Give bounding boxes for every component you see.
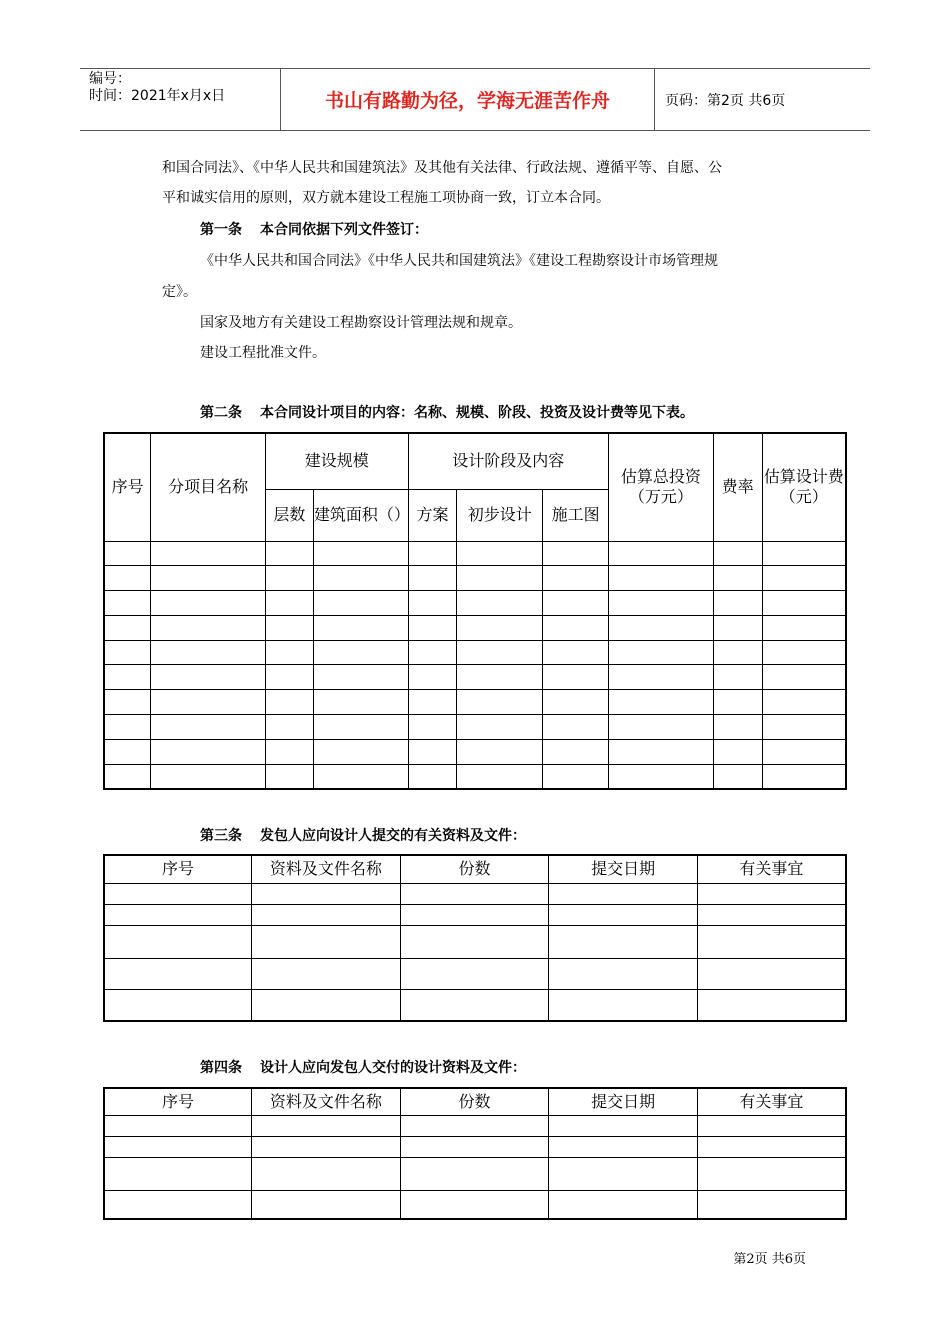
t2-header-copies: 份数	[400, 855, 549, 883]
header-meta	[80, 69, 281, 130]
table-row	[104, 566, 846, 591]
article-3-heading	[200, 826, 526, 846]
header-stage: 设计阶段及内容	[408, 433, 608, 489]
table-row	[104, 665, 846, 690]
article-3-number: 第三条	[200, 828, 242, 844]
table-row	[104, 591, 846, 616]
table-row	[104, 715, 846, 740]
t3-header-copies: 份数	[400, 1088, 549, 1115]
intro-line-2: 平和诚实信用的原则，双方就本建设工程施工项协商一致，订立本合同。	[162, 190, 610, 206]
table-row	[104, 541, 846, 566]
header-rate: 费率	[713, 433, 762, 541]
t2-header-seq: 序号	[104, 855, 252, 883]
article-1-item-1b: 定》。	[162, 284, 197, 300]
header-floors: 层数	[265, 489, 313, 541]
table-row	[104, 1190, 846, 1219]
article-1-item-1a: 《中华人民共和国合同法》《中华人民共和国建筑法》《建设工程勘察设计市场管理规	[200, 253, 718, 269]
document-code: 编号：	[89, 71, 131, 87]
page-header	[80, 68, 870, 131]
header-fee: 估算设计费（元）	[762, 433, 846, 541]
article-1-number: 第一条	[200, 222, 242, 238]
article-4-number: 第四条	[200, 1060, 242, 1076]
submit-documents-table	[103, 854, 847, 1022]
table-row	[104, 958, 846, 989]
article-1-item-2: 国家及地方有关建设工程勘察设计管理法规和规章。	[200, 315, 522, 331]
article-4-heading	[200, 1058, 526, 1078]
table-row	[104, 925, 846, 958]
table-row	[104, 989, 846, 1021]
article-1-heading	[200, 220, 428, 240]
header-construct: 施工图	[543, 489, 609, 541]
header-prelim: 初步设计	[457, 489, 543, 541]
t2-header-name: 资料及文件名称	[252, 855, 401, 883]
header-page-number: 页码：第2页 共6页	[665, 92, 786, 109]
table-row	[104, 615, 846, 640]
header-area: 建筑面积（）	[313, 489, 408, 541]
table-row	[104, 1157, 846, 1190]
table-row	[104, 690, 846, 715]
table-row	[104, 764, 846, 789]
design-project-table	[103, 432, 847, 790]
article-1-title: 本合同依据下列文件签订：	[260, 222, 428, 238]
table-row	[104, 1136, 846, 1157]
t2-header-date: 提交日期	[549, 855, 698, 883]
t3-header-seq: 序号	[104, 1088, 252, 1115]
t3-header-notes: 有关事宜	[697, 1088, 846, 1115]
table-row	[104, 640, 846, 665]
table-row	[104, 904, 846, 925]
table-row	[104, 1115, 846, 1136]
document-time: 时间：2021年x月x日	[89, 88, 226, 104]
header-item-name: 分项目名称	[151, 433, 266, 541]
t3-header-name: 资料及文件名称	[252, 1088, 401, 1115]
header-seq: 序号	[104, 433, 151, 541]
intro-line-1: 和国合同法》、《中华人民共和国建筑法》及其他有关法律、行政法规、遵循平等、自愿、公	[162, 160, 722, 176]
deliver-documents-table	[103, 1087, 847, 1220]
header-scheme: 方案	[408, 489, 457, 541]
table-row	[104, 739, 846, 764]
header-invest: 估算总投资（万元）	[608, 433, 713, 541]
header-scale: 建设规模	[265, 433, 408, 489]
header-motto: 书山有路勤为径，学海无涯苦作舟	[281, 69, 655, 130]
page-footer: 第2页 共6页	[733, 1252, 806, 1267]
article-4-title: 设计人应向发包人交付的设计资料及文件：	[260, 1060, 526, 1076]
article-3-title: 发包人应向设计人提交的有关资料及文件：	[260, 828, 526, 844]
t2-header-notes: 有关事宜	[697, 855, 846, 883]
table-row	[104, 883, 846, 904]
article-1-item-3: 建设工程批准文件。	[200, 345, 326, 361]
article-2-number: 第二条	[200, 405, 242, 421]
article-2-heading	[200, 403, 694, 423]
article-2-title: 本合同设计项目的内容：名称、规模、阶段、投资及设计费等见下表。	[260, 405, 694, 421]
t3-header-date: 提交日期	[549, 1088, 698, 1115]
